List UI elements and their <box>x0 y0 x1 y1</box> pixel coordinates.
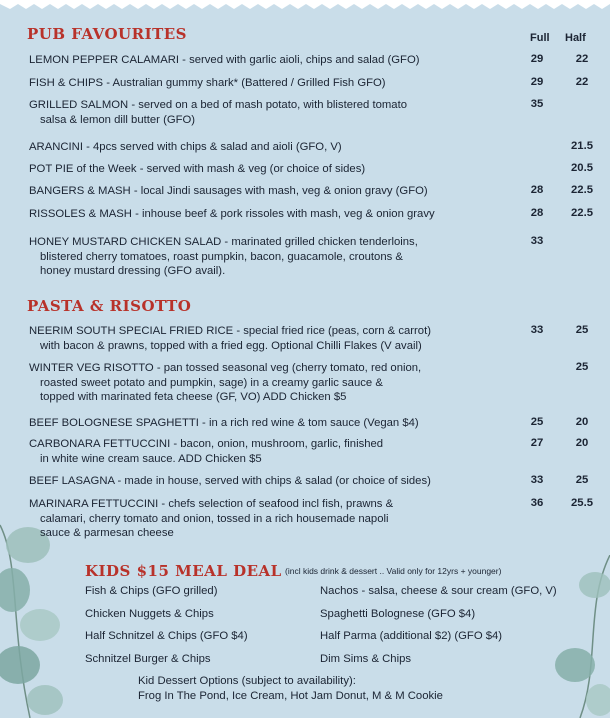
menu-item-line: GRILLED SALMON - served on a bed of mash potato, with blistered tomato <box>29 99 407 111</box>
full-price: 25 <box>530 416 544 428</box>
menu-item-line: RISSOLES & MASH - inhouse beef & pork rissoles with mash, veg & onion gravy <box>29 208 435 220</box>
menu-item <box>29 53 524 68</box>
half-price: 22 <box>575 76 589 88</box>
kids-meal-option: Fish & Chips (GFO grilled) <box>85 585 218 597</box>
menu-item <box>29 140 524 155</box>
menu-item <box>29 361 524 405</box>
full-price: 28 <box>530 184 544 196</box>
full-price: 33 <box>530 235 544 247</box>
half-price: 20 <box>575 437 589 449</box>
menu-item-line: BANGERS & MASH - local Jindi sausages with mash, veg & onion gravy (GFO) <box>29 185 428 197</box>
menu-item <box>29 497 524 541</box>
kids-meal-note: (incl kids drink & dessert .. Valid only for 12yrs + younger) <box>285 566 502 576</box>
menu-item-line: HONEY MUSTARD CHICKEN SALAD - marinated grilled chicken tenderloins, <box>29 236 418 248</box>
half-price: 20 <box>575 416 589 428</box>
kid-dessert-options <box>138 674 443 704</box>
half-price: 22.5 <box>571 184 593 196</box>
kids-meal-option: Half Schnitzel & Chips (GFO $4) <box>85 630 248 642</box>
half-column-header: Half <box>565 32 586 44</box>
menu-item <box>29 235 524 279</box>
kids-meal-option: Spaghetti Bolognese (GFO $4) <box>320 608 476 620</box>
full-price: 36 <box>530 497 544 509</box>
eucalyptus-leaf-right-icon <box>545 555 610 718</box>
menu-item-continuation: salsa & lemon dill butter (GFO) <box>40 113 196 126</box>
half-price: 25.5 <box>571 497 593 509</box>
full-price: 28 <box>530 207 544 219</box>
half-price: 25 <box>575 474 589 486</box>
menu-item <box>29 207 524 222</box>
menu-item <box>29 162 524 177</box>
full-price: 33 <box>530 474 544 486</box>
menu-item-line: BEEF LASAGNA - made in house, served with chips & salad (or choice of sides) <box>29 475 431 487</box>
half-price: 22.5 <box>571 207 593 219</box>
full-column-header: Full <box>530 32 550 44</box>
menu-item <box>29 416 524 431</box>
menu-item-line: POT PIE of the Week - served with mash & veg (or choice of sides) <box>29 163 366 175</box>
menu-item <box>29 98 524 127</box>
menu-item-continuation: honey mustard dressing (GFO avail). <box>40 265 226 277</box>
half-price: 25 <box>575 324 589 336</box>
menu-item <box>29 474 524 489</box>
pasta-risotto-heading: PASTA & RISOTTO <box>27 297 192 315</box>
menu-item-line: ARANCINI - 4pcs served with chips & salad and aioli (GFO, V) <box>29 141 342 153</box>
menu-item <box>29 324 524 353</box>
half-price: 25 <box>575 361 589 373</box>
menu-item-continuation: calamari, cherry tomato and onion, tossed in a rich housemade napoli <box>40 512 389 525</box>
kid-dessert-title: Kid Dessert Options (subject to availability): <box>138 675 356 687</box>
menu-item-continuation: sauce & parmesan cheese <box>40 527 174 539</box>
menu-item-line: NEERIM SOUTH SPECIAL FRIED RICE - special fried rice (peas, corn & carrot) <box>29 325 431 337</box>
full-price: 33 <box>530 324 544 336</box>
full-price: 35 <box>530 98 544 110</box>
full-price: 27 <box>530 437 544 449</box>
menu-item-continuation: in white wine cream sauce. ADD Chicken $5 <box>40 452 262 465</box>
menu-item <box>29 437 524 466</box>
menu-item-continuation: roasted sweet potato and pumpkin, sage) in a creamy garlic sauce & <box>40 376 383 389</box>
menu-item <box>29 76 524 91</box>
kids-meal-option: Dim Sims & Chips <box>320 653 412 665</box>
menu-item-line: MARINARA FETTUCCINI - chefs selection of seafood incl fish, prawns & <box>29 498 394 510</box>
menu-item-continuation: blistered cherry tomatoes, roast pumpkin, bacon, guacamole, croutons & <box>40 250 403 263</box>
menu-item-line: FISH & CHIPS - Australian gummy shark* (Battered / Grilled Fish GFO) <box>29 77 386 89</box>
menu-item-continuation: with bacon & prawns, topped with a fried egg. Optional Chilli Flakes (V avail) <box>40 339 422 352</box>
half-price: 22 <box>575 53 589 65</box>
menu-item <box>29 184 524 199</box>
kids-meal-option: Chicken Nuggets & Chips <box>85 608 214 620</box>
menu-item-line: BEEF BOLOGNESE SPAGHETTI - in a rich red wine & tom sauce (Vegan $4) <box>29 417 419 429</box>
full-price: 29 <box>530 53 544 65</box>
kids-meal-option: Schnitzel Burger & Chips <box>85 653 211 665</box>
menu-item-line: LEMON PEPPER CALAMARI - served with garlic aioli, chips and salad (GFO) <box>29 54 420 66</box>
menu-item-continuation: topped with marinated feta cheese (GF, VO) ADD Chicken $5 <box>40 391 347 403</box>
pub-favourites-heading: PUB FAVOURITES <box>27 25 188 43</box>
zigzag-top-edge <box>0 0 610 10</box>
half-price: 21.5 <box>571 140 593 152</box>
kid-dessert-items: Frog In The Pond, Ice Cream, Hot Jam Donut, M & M Cookie <box>138 690 443 702</box>
half-price: 20.5 <box>571 162 593 174</box>
kids-meal-option: Half Parma (additional $2) (GFO $4) <box>320 630 503 642</box>
kids-meal-deal-heading: KIDS $15 MEAL DEAL <box>85 562 282 580</box>
menu-item-line: CARBONARA FETTUCCINI - bacon, onion, mushroom, garlic, finished <box>29 438 384 450</box>
kids-meal-option: Nachos - salsa, cheese & sour cream (GFO, V) <box>320 585 557 597</box>
full-price: 29 <box>530 76 544 88</box>
menu-item-line: WINTER VEG RISOTTO - pan tossed seasonal veg (cherry tomato, red onion, <box>29 362 422 374</box>
